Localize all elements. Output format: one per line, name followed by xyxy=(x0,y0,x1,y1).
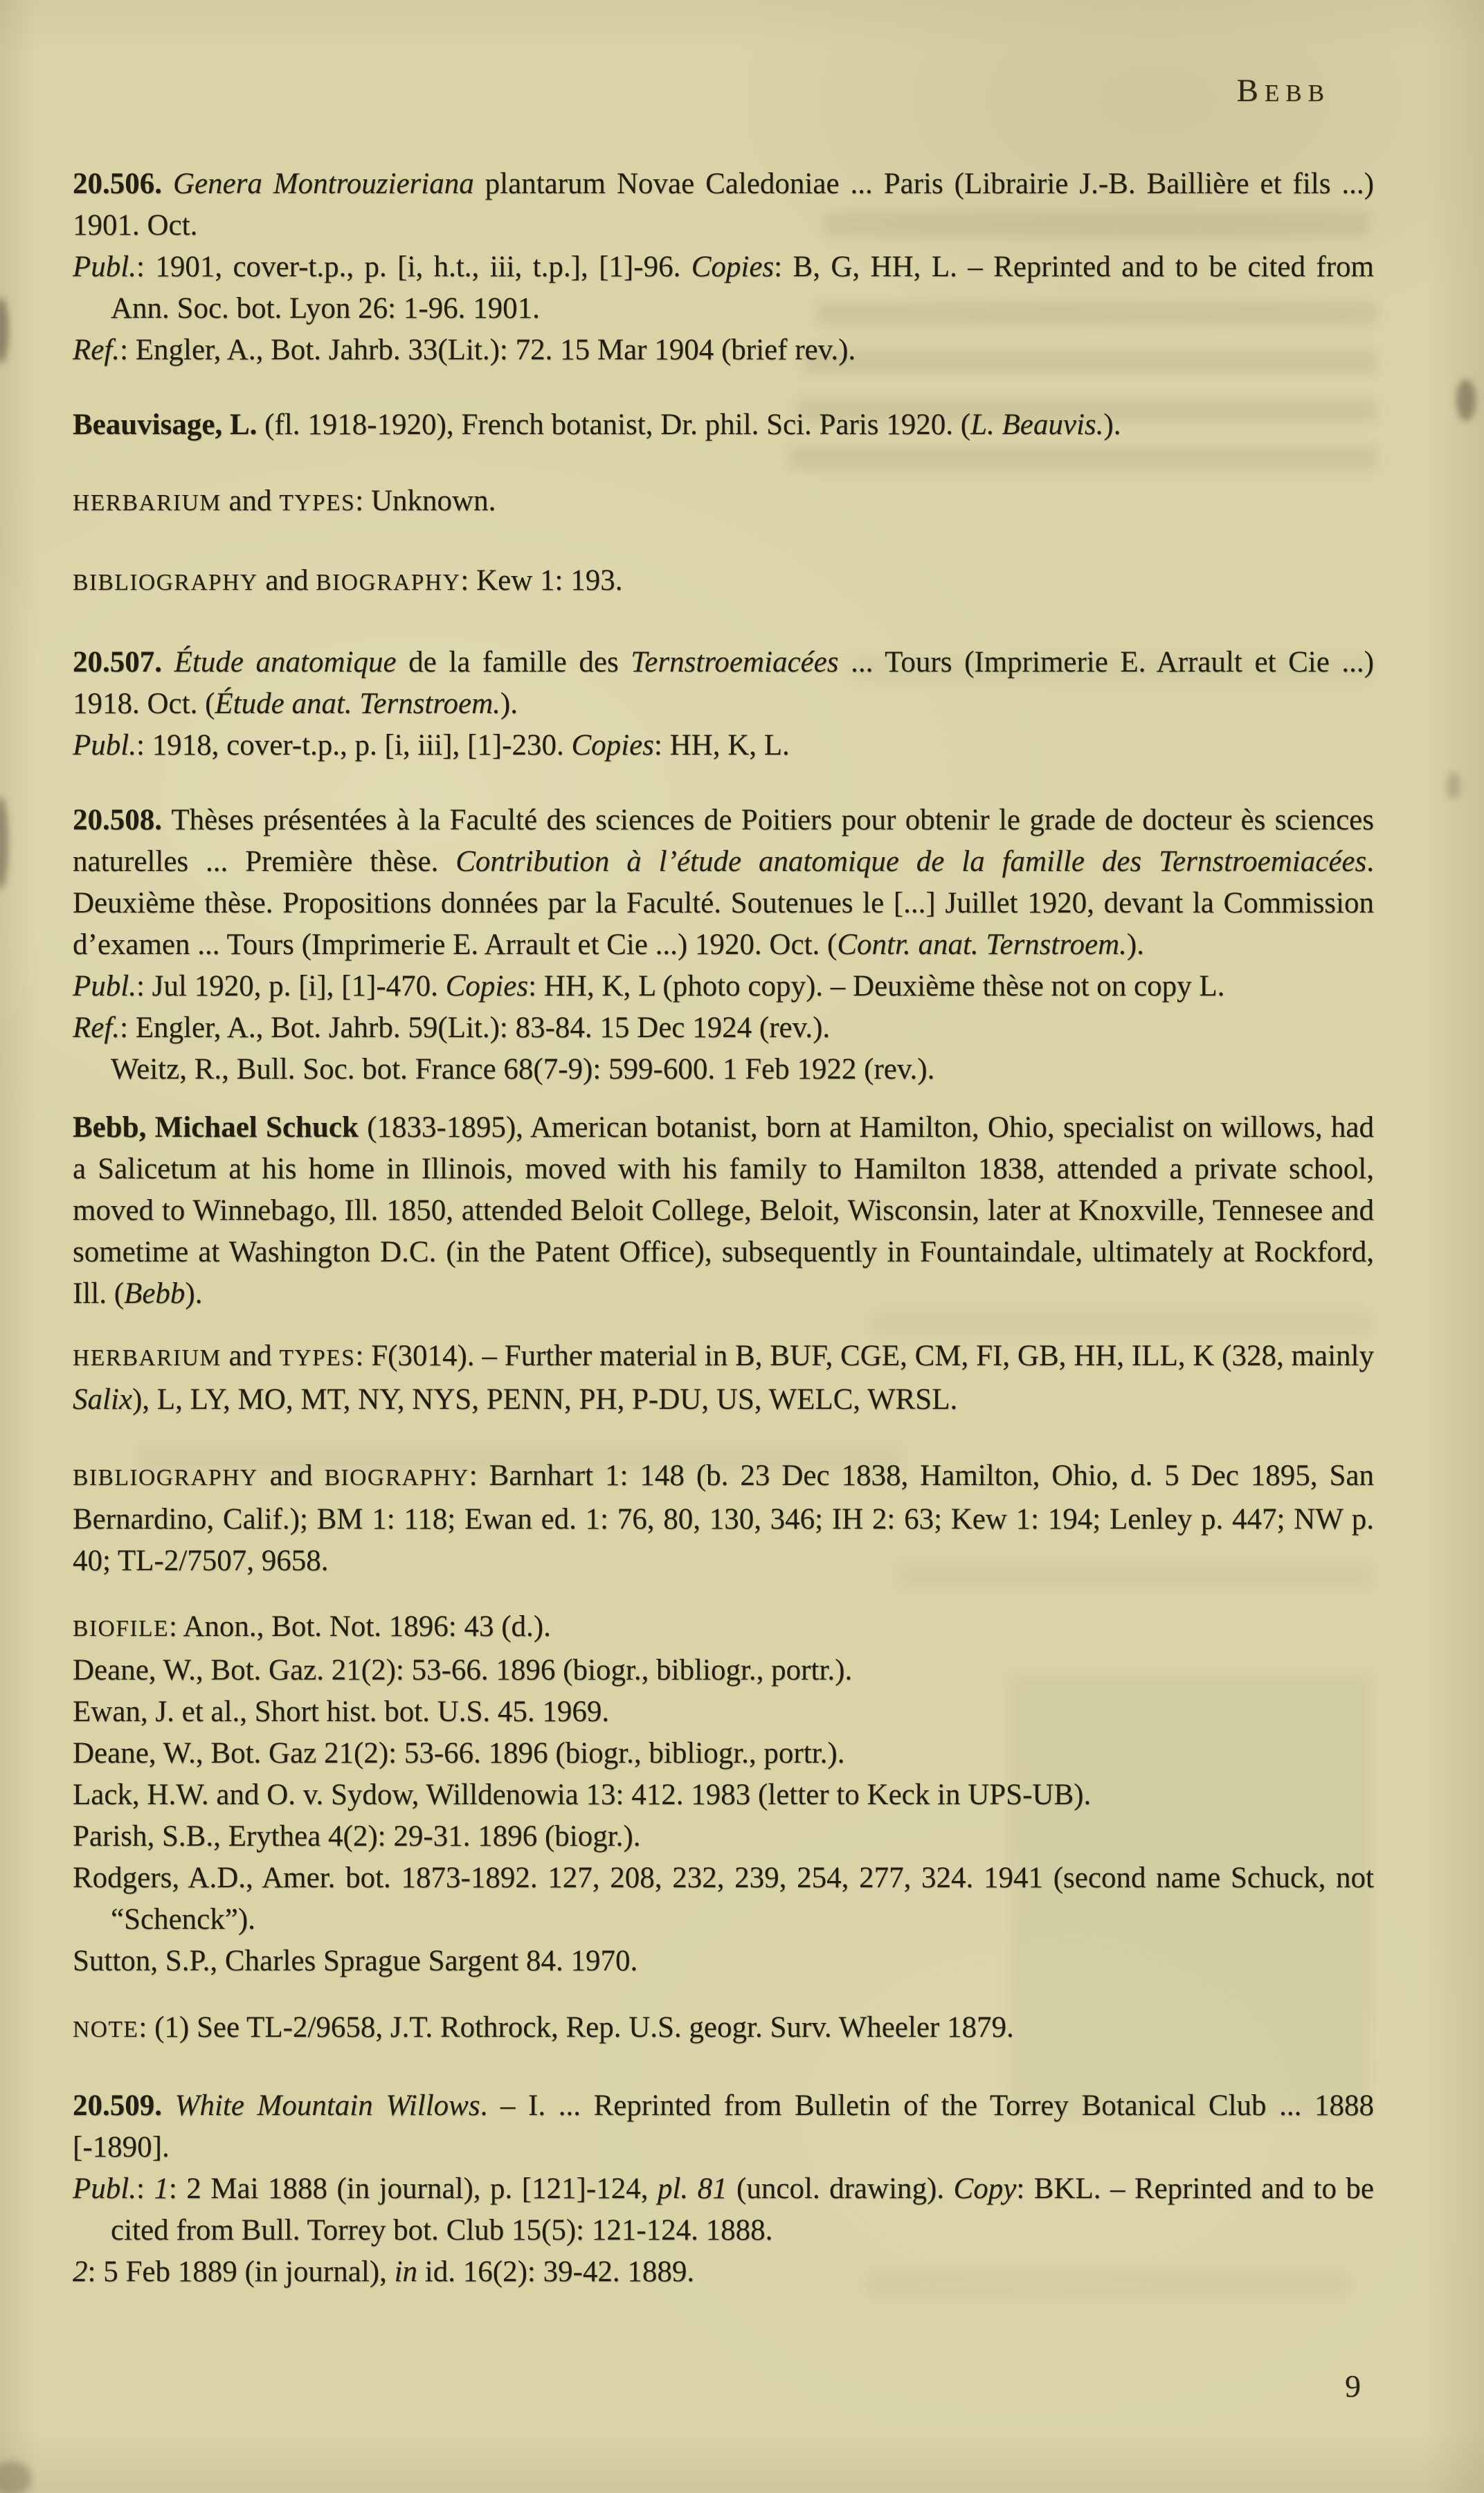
text-run: : Barnhart 1: 148 (b. 23 Dec 1838, Hamilton, Ohio, d. 5 Dec 1895, San Bernardino, Calif.); BM 1: 118; Ewan ed. 1: 76, 80, 130, 346; IH 2: 63; Kew 1: 194; Lenley p. 447; NW p. 40; TL-2/7507, 9658. xyxy=(73,1459,1374,1577)
running-head-rest: EBB xyxy=(1264,80,1330,107)
entry-20506-title xyxy=(73,163,1374,246)
text-run: Ternstroemiacées xyxy=(631,646,839,678)
text-run: TYPES xyxy=(279,1345,356,1371)
text-run: 20.509. xyxy=(73,2089,175,2122)
text-run: Contr. anat. Ternstroem. xyxy=(837,928,1127,961)
text-run: ). xyxy=(500,687,518,720)
text-run: : Engler, A., Bot. Jahrb. 59(Lit.): 83-84. 15 Dec 1924 (rev.). xyxy=(120,1011,831,1044)
text-run: Salix xyxy=(73,1383,132,1416)
text-run: TYPES xyxy=(279,490,356,516)
entry-20507-publ xyxy=(73,725,1374,766)
biofile-rodgers xyxy=(73,1857,1374,1941)
biofile-ewan xyxy=(73,1691,1374,1733)
text-run: : 1901, cover-t.p., p. [i, h.t., iii, t.p.], [1]-96. xyxy=(136,251,691,283)
text-run: (uncol. drawing). xyxy=(727,2172,954,2205)
text-run: Thèses présentées à la Faculté des sciences de Poitiers pour obtenir le grade de docteur ès sciences naturelles ... Première thèse. xyxy=(73,804,1374,878)
text-run: 1 xyxy=(154,2172,169,2205)
entry-20508-ref xyxy=(73,1007,1374,1049)
text-run: BIBLIOGRAPHY xyxy=(73,570,258,595)
entry-20508-title xyxy=(73,800,1374,966)
text-run: HERBARIUM xyxy=(73,1345,221,1371)
text-run: Parish, S.B., Erythea 4(2): 29-31. 1896 (biogr.). xyxy=(73,1820,641,1853)
text-run: BIOFILE xyxy=(73,1616,170,1641)
text-run: Beauvisage, L. xyxy=(73,408,257,441)
biofile-deane-1 xyxy=(73,1650,1374,1691)
text-run: BIOGRAPHY xyxy=(324,1465,469,1491)
text-run: : F(3014). – Further material in B, BUF, CGE, CM, FI, GB, HH, ILL, K (328, mainly xyxy=(355,1340,1374,1372)
text-run: in xyxy=(394,2256,418,2288)
text-run: ). xyxy=(185,1277,203,1310)
text-run: : BKL. – Reprinted and to be cited from Bull. Torrey bot. Club 15(5): 121-124. 1888. xyxy=(111,2172,1374,2247)
text-run: ). xyxy=(1103,408,1121,441)
bibliography-bebb xyxy=(73,1455,1374,1582)
text-run: Copies xyxy=(691,251,775,283)
text-run: Copies xyxy=(571,729,654,762)
text-run: : Engler, A., Bot. Jahrb. 33(Lit.): 72. 15 Mar 1904 (brief rev.). xyxy=(120,334,856,366)
text-run: 2 xyxy=(73,2256,88,2288)
scan-smudge xyxy=(0,298,8,363)
text-run: Ref. xyxy=(73,334,120,366)
text-run: White Mountain Willows xyxy=(174,2089,480,2122)
text-run: Contribution à l’étude anatomique de la famille des Ternstroemiacées xyxy=(455,845,1367,878)
text-run: id. 16(2): 39-42. 1889. xyxy=(417,2256,695,2288)
text-run: pl. 81 xyxy=(657,2172,727,2205)
text-run: Ref. xyxy=(73,1011,120,1044)
text-run: de la famille des xyxy=(396,646,631,678)
text-run: Publ. xyxy=(73,251,136,283)
entry-20509-title xyxy=(73,2085,1374,2168)
biofile-anon xyxy=(73,1606,1374,1650)
text-run: L. Beauvis. xyxy=(970,408,1104,441)
text-run: : Jul 1920, p. [i], [1]-470. xyxy=(136,970,446,1002)
text-run: Copy xyxy=(953,2172,1017,2205)
text-run: Sutton, S.P., Charles Sprague Sargent 84. 1970. xyxy=(73,1945,638,1977)
text-run: : Kew 1: 193. xyxy=(460,564,623,597)
text-run: 20.507. xyxy=(73,646,174,678)
text-block xyxy=(73,0,1374,2293)
text-run: 20.508. xyxy=(73,804,172,836)
text-run: Bebb, Michael Schuck xyxy=(73,1111,359,1144)
running-head-initial: B xyxy=(1236,73,1265,109)
text-run: ... Tours (Imprimerie E. Arrault et Cie ...) 1918. Oct. ( xyxy=(73,646,1374,720)
text-run: : B, G, HH, L. – Reprinted and to be cited from Ann. Soc. bot. Lyon 26: 1-96. 1901. xyxy=(111,251,1374,325)
text-run: : (1) See TL-2/9658, J.T. Rothrock, Rep. U.S. geogr. Surv. Wheeler 1879. xyxy=(138,2011,1014,2044)
text-run: : Anon., Bot. Not. 1896: 43 (d.). xyxy=(169,1610,551,1643)
text-run: ). xyxy=(1126,928,1144,961)
scan-smudge xyxy=(0,2461,32,2493)
entry-20508-ref-weitz xyxy=(73,1049,1374,1090)
text-run: (fl. 1918-1920), French botanist, Dr. phil. Sci. Paris 1920. ( xyxy=(257,408,971,441)
text-run: Ewan, J. et al., Short hist. bot. U.S. 45. 1969. xyxy=(73,1695,610,1728)
biofile-sutton xyxy=(73,1941,1374,1982)
text-run: 20.506. xyxy=(73,168,173,200)
text-run: (1833-1895), American botanist, born at Hamilton, Ohio, specialist on willows, had a Salicetum at his home in Illinois, moved with his family to Hamilton 1838, attended a private school, moved to Winnebago, Ill. 1850, attended Beloit College, Beloit, Wisconsin, later at Knoxville, Tennesee and sometime at Washington D.C. (in the Patent Office), subsequently in Fountaindale, ultimately at Rockford, Ill. ( xyxy=(73,1111,1374,1310)
text-run: : 5 Feb 1889 (in journal), xyxy=(87,2256,395,2288)
text-run: : xyxy=(136,2172,154,2205)
text-run: Copies xyxy=(445,970,529,1002)
text-run: Deane, W., Bot. Gaz 21(2): 53-66. 1896 (biogr., bibliogr., portr.). xyxy=(73,1737,845,1770)
herbarium-types-beauvisage xyxy=(73,480,1374,524)
text-run: BIOGRAPHY xyxy=(316,570,461,595)
text-run: Bebb xyxy=(124,1277,186,1310)
person-beauvisage xyxy=(73,404,1374,446)
text-run: Publ. xyxy=(73,970,136,1002)
text-run: Étude anatomique xyxy=(174,646,397,678)
text-run: Genera Montrouzieriana xyxy=(172,168,474,200)
text-run: Étude anat. Ternstroem. xyxy=(215,687,500,720)
biofile-deane-2 xyxy=(73,1733,1374,1774)
text-run: Rodgers, A.D., Amer. bot. 1873-1892. 127, 208, 232, 239, 254, 277, 324. 1941 (second name Schuck, not “Schenck”). xyxy=(73,1862,1374,1936)
text-run: Lack, H.W. and O. v. Sydow, Willdenowia 13: 412. 1983 (letter to Keck in UPS-UB). xyxy=(73,1779,1092,1811)
scan-smudge xyxy=(1456,379,1476,421)
text-run: ), L, LY, MO, MT, NY, NYS, PENN, PH, P-DU, US, WELC, WRSL. xyxy=(132,1383,958,1416)
text-run: plantarum Novae Caledoniae ... Paris (Librairie J.-B. Baillière et fils ...) 1901. Oct. xyxy=(73,168,1374,242)
text-run: and xyxy=(221,485,280,517)
text-run: Publ. xyxy=(73,729,136,762)
entry-20509-publ-2 xyxy=(73,2251,1374,2293)
note xyxy=(73,2007,1374,2051)
text-run: : 1918, cover-t.p., p. [i, iii], [1]-230. xyxy=(136,729,572,762)
person-bebb xyxy=(73,1107,1374,1315)
text-run: Publ. xyxy=(73,2172,136,2205)
biofile-parish xyxy=(73,1816,1374,1857)
text-run: NOTE xyxy=(73,2017,139,2042)
entry-20509-publ-1 xyxy=(73,2168,1374,2251)
scan-smudge xyxy=(0,796,8,890)
entry-20506-publ xyxy=(73,246,1374,330)
text-run: and xyxy=(257,1459,325,1492)
text-run: : HH, K, L. xyxy=(653,729,790,762)
entry-20506-ref xyxy=(73,330,1374,371)
text-run: . – I. ... Reprinted from Bulletin of the Torrey Botanical Club ... 1888 [-1890]. xyxy=(73,2089,1374,2163)
text-run: : 2 Mai 1888 (in journal), p. [121]-124, xyxy=(168,2172,658,2205)
bibliography-beauvisage xyxy=(73,560,1374,604)
page-number: 9 xyxy=(1345,2368,1361,2404)
entry-20507-title xyxy=(73,642,1374,725)
entry-20508-publ xyxy=(73,966,1374,1007)
scan-smudge xyxy=(1447,772,1460,800)
text-run: BIBLIOGRAPHY xyxy=(73,1465,258,1491)
text-run: : HH, K, L (photo copy). – Deuxième thèse not on copy L. xyxy=(528,970,1225,1002)
herbarium-types-bebb xyxy=(73,1335,1374,1421)
text-run: and xyxy=(221,1340,280,1372)
text-run: Weitz, R., Bull. Soc. bot. France 68(7-9): 599-600. 1 Feb 1922 (rev.). xyxy=(111,1053,935,1086)
text-run: HERBARIUM xyxy=(73,490,221,516)
biofile-lack xyxy=(73,1774,1374,1816)
text-run: Deane, W., Bot. Gaz. 21(2): 53-66. 1896 (biogr., bibliogr., portr.). xyxy=(73,1654,853,1686)
text-run: . Deuxième thèse. Propositions données par la Faculté. Soutenues le [...] Juillet 1920, devant la Commission d’examen ... Tours (Imprimerie E. Arrault et Cie ...) 1920. Oct. ( xyxy=(73,845,1374,961)
text-run: : Unknown. xyxy=(355,485,496,517)
text-run: and xyxy=(257,564,316,597)
